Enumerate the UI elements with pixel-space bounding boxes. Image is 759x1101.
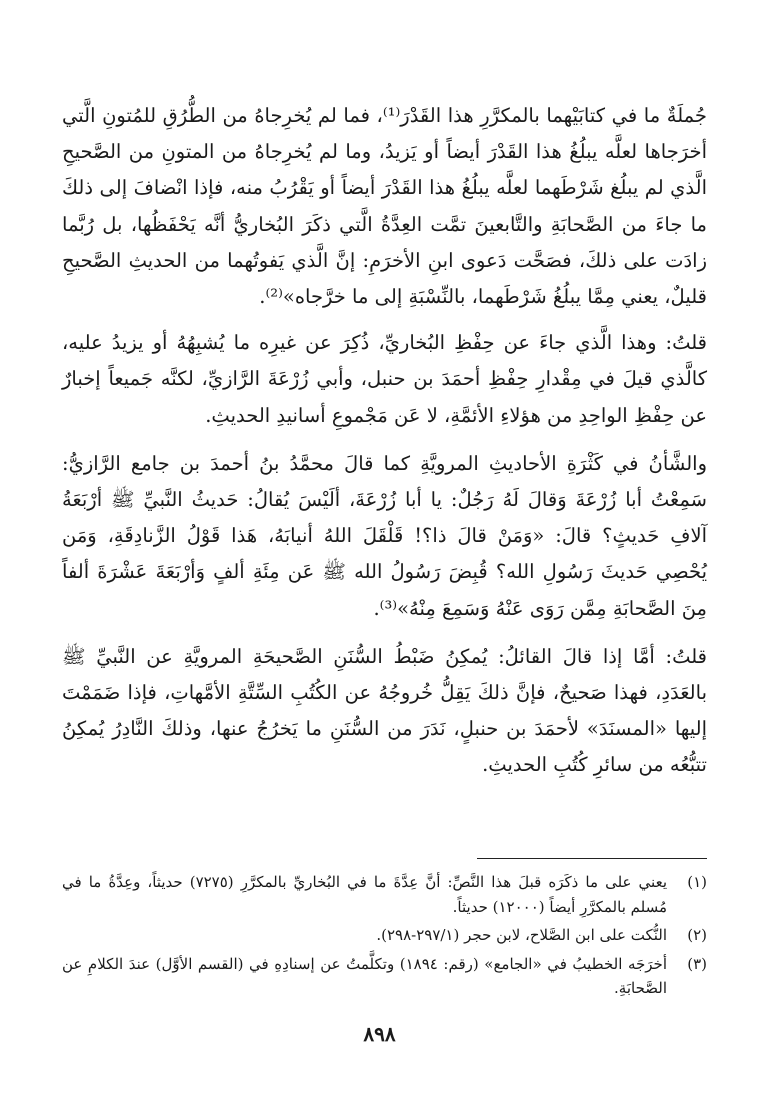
main-text — [62, 98, 707, 784]
paragraph-2: قلتُ: وهذا الَّذي جاءَ عن حِفْظِ البُخاريِّ، ذُكِرَ عن غيرِه ما يُشبِهُهُ أو يزيدُ عليه، كالَّذي قيلَ في مِقْدارِ حِفْظِ أحمَدَ بن حنبل، وأبي زُرْعَةَ الرَّازيِّ، لكنَّه جَميعاً إخبارٌ عن حِفْظِ الواحِدِ من هؤلاءِ الأئمَّةِ، لا عَن مَجْموعِ أسانيدِ الحديثِ. — [62, 331, 707, 427]
page-number: ٨٩٨ — [363, 1022, 396, 1046]
footnote-divider — [477, 858, 707, 859]
paragraph-4: قلتُ: أمَّا إذا قالَ القائلُ: يُمكِنُ ضَبْطُ السُّنَنِ الصَّحيحَةِ المرويَّةِ عن النَّبيِّ ﷺ بالعَدَدِ، فهذا صَحيحٌ، فإنَّ ذلكَ يَقِلُّ خُروجُهُ عن الكُتُبِ السِّتَّةِ الأمَّهاتِ، فإذا ضَمَمْتَ إليها «المسنَدَ» لأحمَدَ بن حنبلٍ، نَدَرَ من السُّنَنِ ما يَخرُجُ عنها، وذلكَ النَّادِرُ يُمكِنُ تتبُّعُه من سائرِ كُتُبِ الحديثِ. — [62, 644, 707, 777]
footnote-text: النُّكت على ابن الصَّلاح، لابن حجر (٢٩٧/١-٢٩٨). — [376, 926, 667, 944]
footnote-2 — [62, 923, 707, 948]
footnote-text: يعني على ما ذكَرَه قبلَ هذا النَّصِّ: أنَّ عِدَّةَ ما في البُخاريِّ بالمكرَّرِ (٧٢٧٥) حديثاً، وعِدَّةُ ما في مُسلم بالمكرَّرِ أيضاً (١٢٠٠٠) حديثاً. — [62, 873, 667, 916]
footnote-1 — [62, 870, 707, 919]
paragraph-1: جُملَةٌ ما في كتابَيْهما بالمكرَّرِ هذا القَدْرَ⁽¹⁾، فما لم يُخرِجاهُ من الطُّرُقِ للمُتونِ الَّتي أخرَجاها لعلَّه يبلُغُ هذا القَدْرَ أيضاً أو يَزيدُ، وما لم يُخرِجاهُ من المتونِ من الصَّحيحِ الَّذي لم يبلُغ شَرْطَهما لعلَّه يبلُغُ هذا القَدْرَ أيضاً أو يَقْرُبُ منه، فإذا انْضافَ إلى ذلكَ ما جاءَ من الصَّحابَةِ والتَّابعينَ تمَّت العِدَّةُ الَّتي ذكَرَ البُخاريُّ أنَّه يَحْفَظُها، بل رُبَّما زادَت على ذلكَ، فصَحَّت دَعوى ابنِ الأخرَمِ: إنَّ الَّذي يَفوتُهما من الحديثِ الصَّحيحِ قليلٌ، يعني مِمَّا يبلُغُ شَرْطَهما، بالنِّسْبَةِ إلى ما خرَّجاه»⁽²⁾. — [62, 104, 707, 309]
paragraph-3: والشَّأنُ في كَثْرَةِ الأحاديثِ المرويَّةِ كما قالَ محمَّدُ بنُ أحمدَ بن جامع الرَّازيُّ: سَمِعْتُ أبا زُرْعَةَ وَقالَ لَهُ رَجُلٌ: يا أبا زُرْعَةَ، ألَيْسَ يُقالُ: حَديثُ النَّبيِّ ﷺ أرْبَعَةُ آلافِ حَديثٍ؟ قالَ: «وَمَنْ قالَ ذا؟! قَلْقَلَ اللهُ أنيابَهُ، هَذا قَوْلُ الزَّنادِقَةِ، وَمَن يُحْصِي حَديثَ رَسُولِ الله؟ قُبِضَ رَسُولُ الله ﷺ عَن مِئَةِ ألفٍ وَأرْبَعَةَ عَشْرَةَ ألفاً مِنَ الصَّحابَةِ مِمَّن رَوَى عَنْهُ وَسَمِعَ مِنْهُ»⁽³⁾. — [62, 451, 707, 620]
footnotes — [62, 870, 707, 1005]
footnote-3 — [62, 952, 707, 1001]
footnote-text: أخرَجَه الخطيبُ في «الجامع» (رقم: ١٨٩٤) وتكلَّمتُ عن إسنادِهِ في (القسم الأوَّل) عندَ الكلامِ عن الصَّحابَةِ. — [62, 954, 667, 997]
footnote-number: (٣) — [687, 954, 707, 973]
footnote-number: (١) — [687, 873, 707, 891]
footnote-number: (٢) — [687, 926, 707, 944]
